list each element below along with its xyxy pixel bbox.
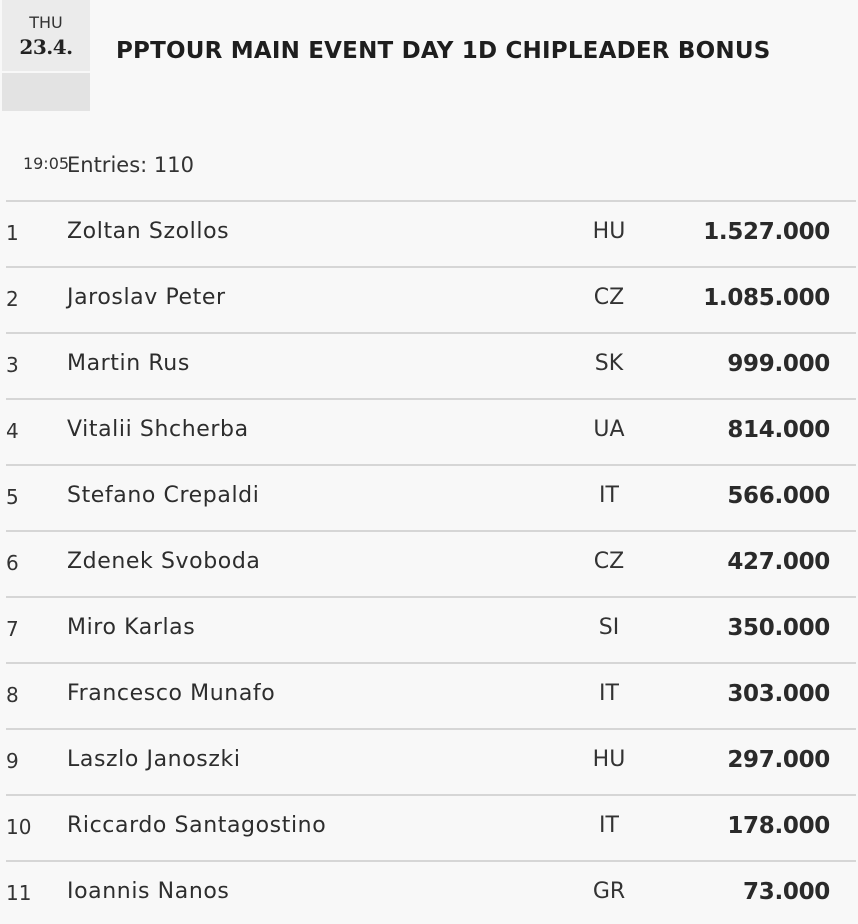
entries-count: Entries: 110 <box>67 153 194 177</box>
chip-count: 427.000 <box>727 549 830 575</box>
player-name: Zoltan Szollos <box>67 219 230 244</box>
country-code: UA <box>593 417 625 442</box>
rank-cell: 10 <box>6 815 32 839</box>
player-name: Laszlo Janoszki <box>67 747 241 772</box>
country-code: CZ <box>593 549 625 574</box>
player-name: Martin Rus <box>67 351 190 376</box>
player-name: Vitalii Shcherba <box>67 417 249 442</box>
table-row <box>6 266 856 332</box>
chip-count: 999.000 <box>727 351 830 377</box>
country-code: SI <box>598 615 620 640</box>
time-panel <box>2 73 90 173</box>
table-row <box>6 860 856 924</box>
table-row <box>6 464 856 530</box>
country-code: SK <box>594 351 624 376</box>
table-row <box>6 794 856 860</box>
country-code: CZ <box>593 285 625 310</box>
country-code: IT <box>599 681 619 706</box>
table-row <box>6 530 856 596</box>
event-date-badge <box>2 0 90 173</box>
player-name: Miro Karlas <box>67 615 196 640</box>
chip-count: 566.000 <box>727 483 830 509</box>
chip-count: 303.000 <box>727 681 830 707</box>
player-name: Stefano Crepaldi <box>67 483 260 508</box>
country-code: IT <box>599 483 619 508</box>
chip-count: 297.000 <box>727 747 830 773</box>
table-row <box>6 728 856 794</box>
event-title: PPTOUR MAIN EVENT DAY 1D CHIPLEADER BONUS <box>116 38 771 64</box>
country-code: IT <box>599 813 619 838</box>
player-name: Francesco Munafo <box>67 681 276 706</box>
table-row <box>6 596 856 662</box>
event-date: 23.4. <box>19 35 73 59</box>
player-name: Zdenek Svoboda <box>67 549 261 574</box>
player-name: Riccardo Santagostino <box>67 813 327 838</box>
country-code: GR <box>592 879 626 904</box>
chip-count: 73.000 <box>743 879 830 905</box>
rank-cell: 4 <box>6 419 19 443</box>
country-code: HU <box>592 747 626 772</box>
rank-cell: 7 <box>6 617 19 641</box>
date-panel <box>2 0 90 71</box>
rank-cell: 11 <box>6 881 32 905</box>
rank-cell: 9 <box>6 749 19 773</box>
table-row <box>6 398 856 464</box>
day-of-week: THU <box>29 13 63 32</box>
table-row <box>6 662 856 728</box>
rank-cell: 5 <box>6 485 19 509</box>
rank-cell: 1 <box>6 221 19 245</box>
chip-count: 350.000 <box>727 615 830 641</box>
rank-cell: 3 <box>6 353 19 377</box>
rank-cell: 6 <box>6 551 19 575</box>
player-name: Ioannis Nanos <box>67 879 230 904</box>
rank-cell: 8 <box>6 683 19 707</box>
chip-count: 178.000 <box>727 813 830 839</box>
country-code: HU <box>592 219 626 244</box>
table-row <box>6 332 856 398</box>
table-row <box>6 200 856 266</box>
player-name: Jaroslav Peter <box>67 285 226 310</box>
results-table <box>6 200 856 924</box>
chip-count: 814.000 <box>727 417 830 443</box>
event-time: 19:05 <box>22 154 70 173</box>
chip-count: 1.085.000 <box>703 285 830 311</box>
chip-count: 1.527.000 <box>703 219 830 245</box>
rank-cell: 2 <box>6 287 19 311</box>
